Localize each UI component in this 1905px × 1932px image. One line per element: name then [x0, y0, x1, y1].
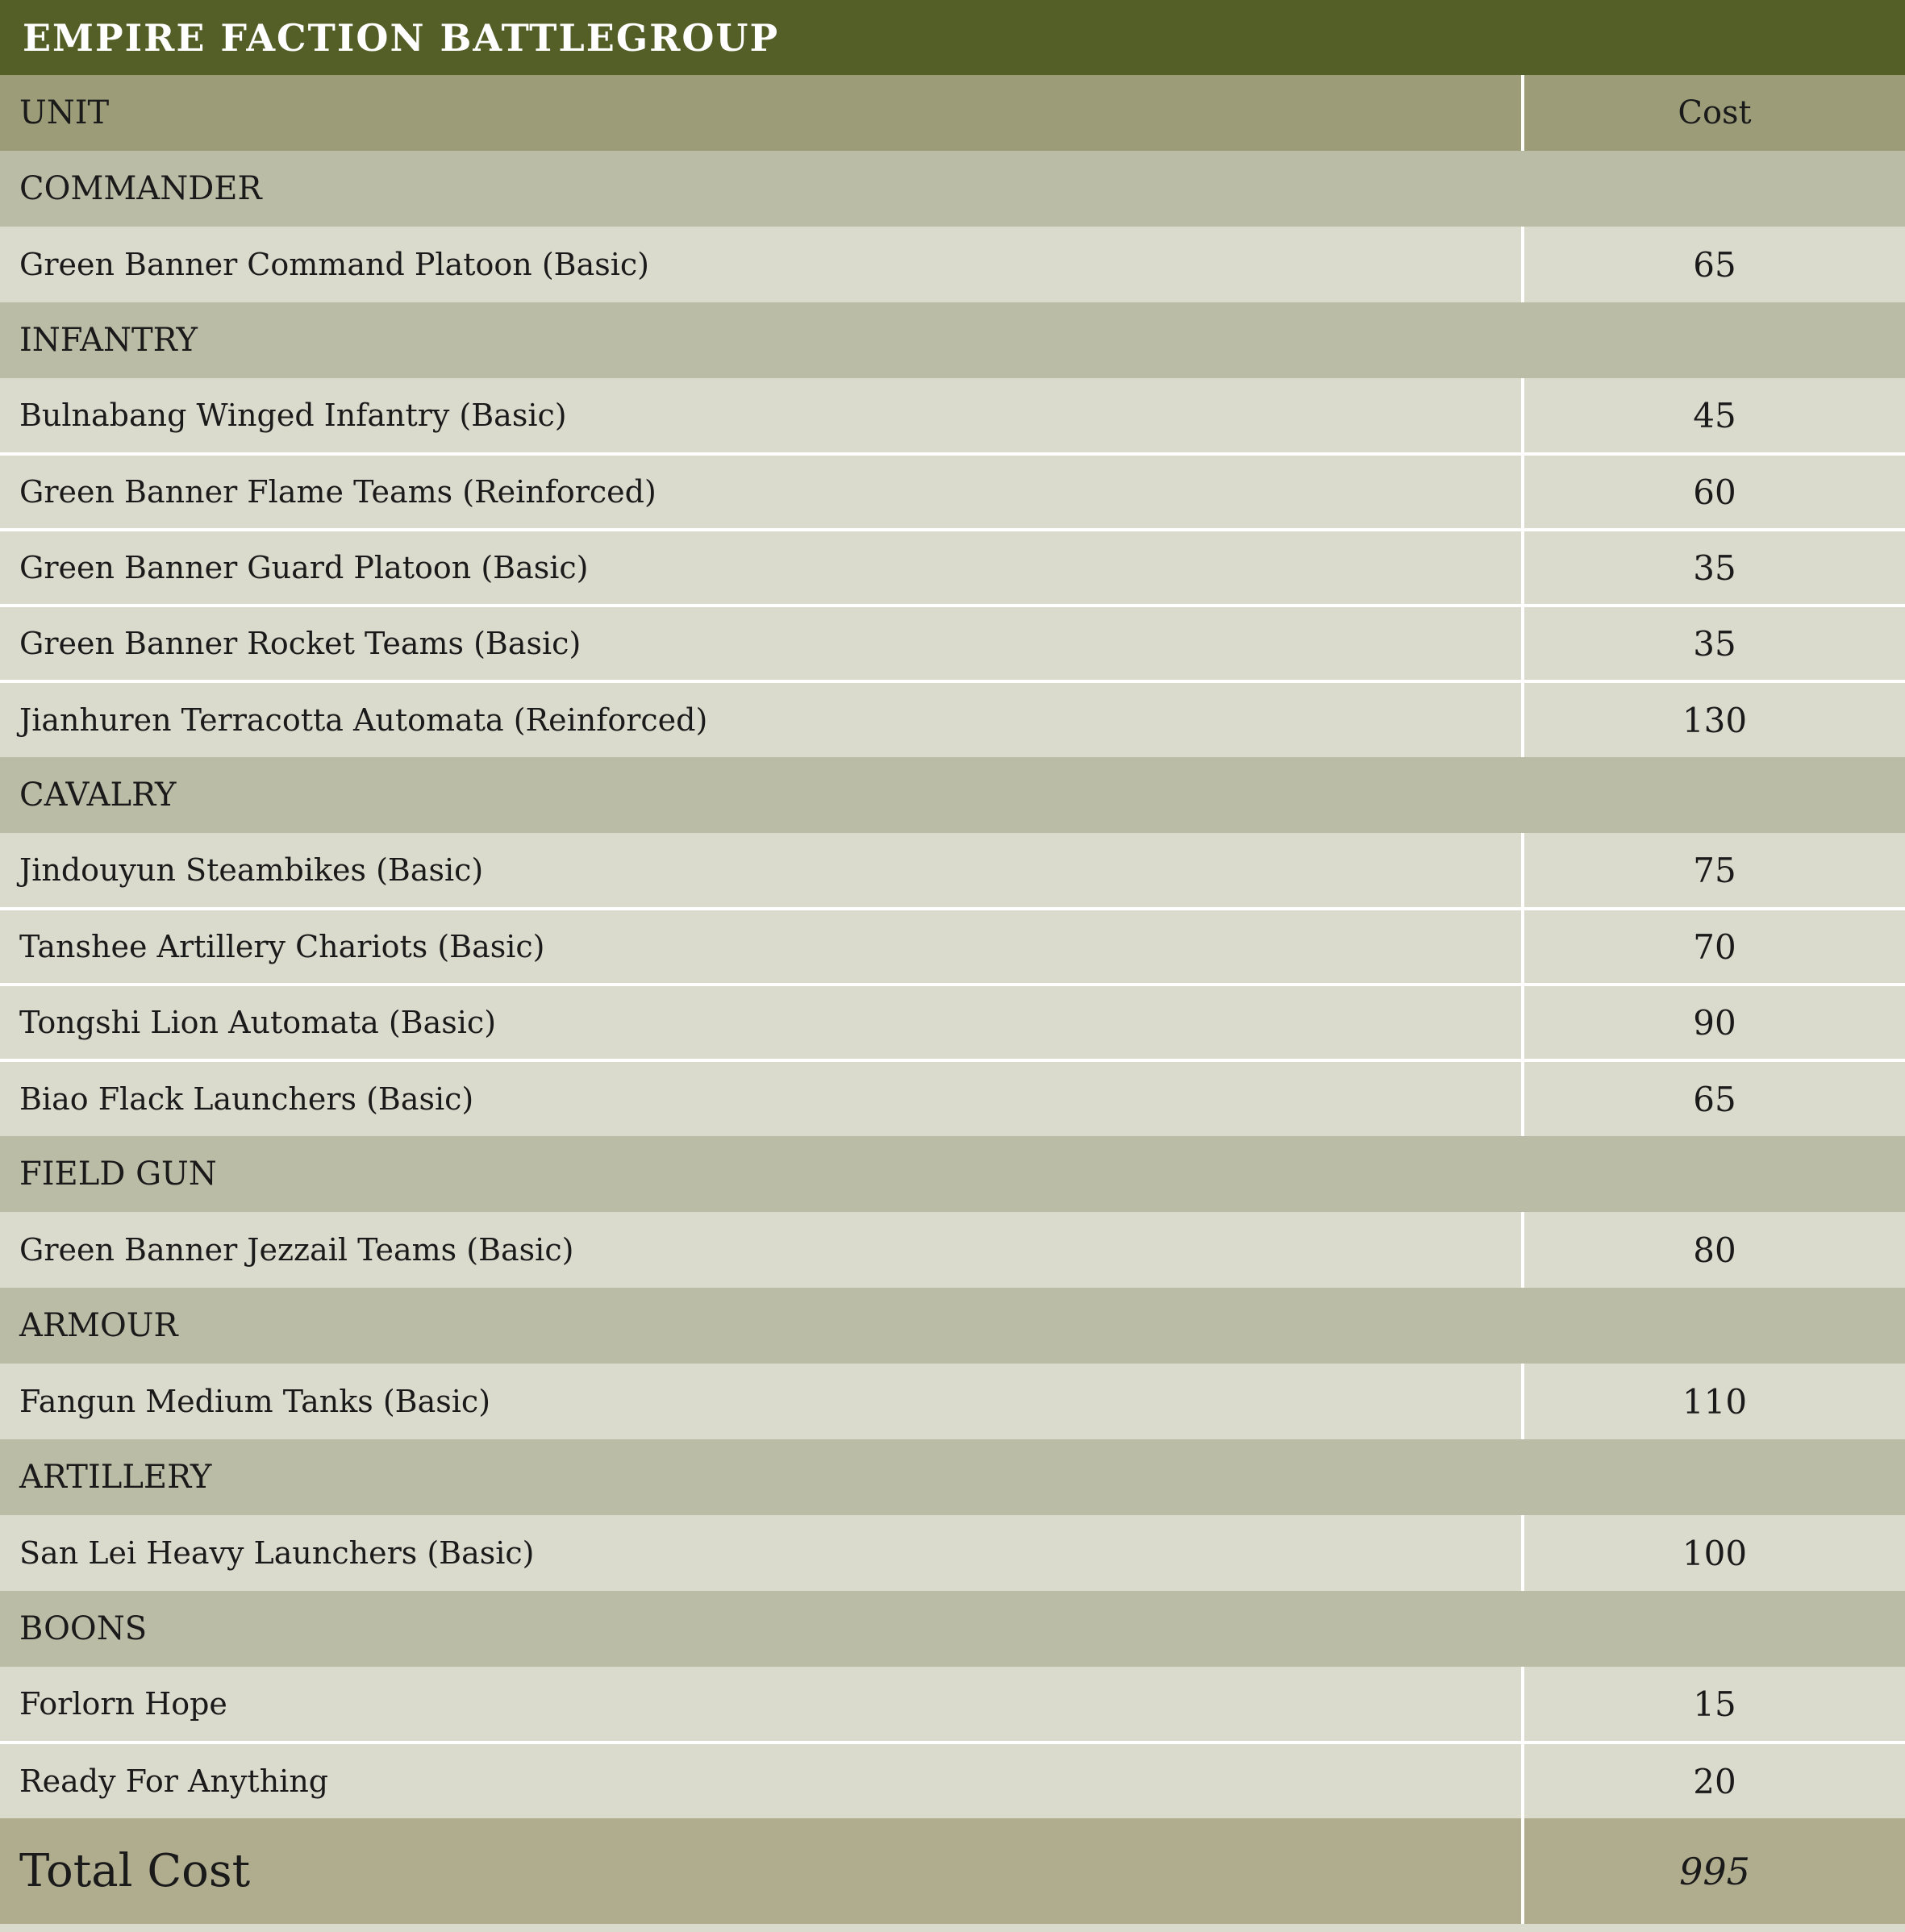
unit-row: [0, 833, 1905, 909]
category-label: ARMOUR: [0, 1288, 1905, 1364]
total-value: 995: [1523, 1818, 1905, 1924]
title-bar: [0, 0, 1905, 75]
unit-cost: 45: [1523, 378, 1905, 454]
unit-row: [0, 1212, 1905, 1288]
unit-cost: 35: [1523, 606, 1905, 681]
unit-name: Jianhuren Terracotta Automata (Reinforced): [0, 681, 1523, 757]
unit-row: [0, 1667, 1905, 1743]
category-row: [0, 757, 1905, 833]
unit-row: [0, 227, 1905, 302]
unit-name: Green Banner Jezzail Teams (Basic): [0, 1212, 1523, 1288]
unit-name: Fangun Medium Tanks (Basic): [0, 1364, 1523, 1439]
unit-cost: 100: [1523, 1515, 1905, 1591]
category-label: INFANTRY: [0, 302, 1905, 378]
unit-name: Jindouyun Steambikes (Basic): [0, 833, 1523, 909]
header-unit: UNIT: [0, 75, 1523, 151]
total-row: [0, 1818, 1905, 1924]
unit-cost: 80: [1523, 1212, 1905, 1288]
unit-cost: 90: [1523, 985, 1905, 1060]
page-title: EMPIRE FACTION BATTLEGROUP: [23, 15, 780, 60]
unit-cost: 35: [1523, 530, 1905, 606]
unit-cost: 15: [1523, 1667, 1905, 1743]
category-row: [0, 302, 1905, 378]
unit-name: Tongshi Lion Automata (Basic): [0, 985, 1523, 1060]
unit-cost: 70: [1523, 909, 1905, 985]
unit-row: [0, 909, 1905, 985]
unit-cost: 65: [1523, 227, 1905, 302]
unit-cost: 110: [1523, 1364, 1905, 1439]
unit-cost: 75: [1523, 833, 1905, 909]
unit-cost: 130: [1523, 681, 1905, 757]
category-row: [0, 151, 1905, 227]
unit-name: Bulnabang Winged Infantry (Basic): [0, 378, 1523, 454]
unit-row: [0, 530, 1905, 606]
unit-name: Forlorn Hope: [0, 1667, 1523, 1743]
unit-row: [0, 1060, 1905, 1136]
unit-name: Tanshee Artillery Chariots (Basic): [0, 909, 1523, 985]
category-label: BOONS: [0, 1591, 1905, 1667]
unit-row: [0, 681, 1905, 757]
unit-row: [0, 1743, 1905, 1818]
table-header-row: [0, 75, 1905, 151]
unit-cost: 60: [1523, 454, 1905, 530]
unit-row: [0, 985, 1905, 1060]
unit-name: Green Banner Rocket Teams (Basic): [0, 606, 1523, 681]
category-label: ARTILLERY: [0, 1439, 1905, 1515]
header-cost: Cost: [1523, 75, 1905, 151]
unit-name: Green Banner Command Platoon (Basic): [0, 227, 1523, 302]
unit-name: San Lei Heavy Launchers (Basic): [0, 1515, 1523, 1591]
category-label: FIELD GUN: [0, 1136, 1905, 1212]
category-row: [0, 1136, 1905, 1212]
unit-row: [0, 454, 1905, 530]
unit-row: [0, 378, 1905, 454]
unit-cost: 20: [1523, 1743, 1905, 1818]
unit-name: Ready For Anything: [0, 1743, 1523, 1818]
category-row: [0, 1288, 1905, 1364]
unit-name: Green Banner Guard Platoon (Basic): [0, 530, 1523, 606]
unit-name: Green Banner Flame Teams (Reinforced): [0, 454, 1523, 530]
battlegroup-table: [0, 75, 1905, 1924]
category-row: [0, 1591, 1905, 1667]
unit-row: [0, 1364, 1905, 1439]
category-label: COMMANDER: [0, 151, 1905, 227]
total-label: Total Cost: [0, 1818, 1523, 1924]
category-row: [0, 1439, 1905, 1515]
unit-name: Biao Flack Launchers (Basic): [0, 1060, 1523, 1136]
unit-row: [0, 1515, 1905, 1591]
unit-cost: 65: [1523, 1060, 1905, 1136]
category-label: CAVALRY: [0, 757, 1905, 833]
unit-row: [0, 606, 1905, 681]
